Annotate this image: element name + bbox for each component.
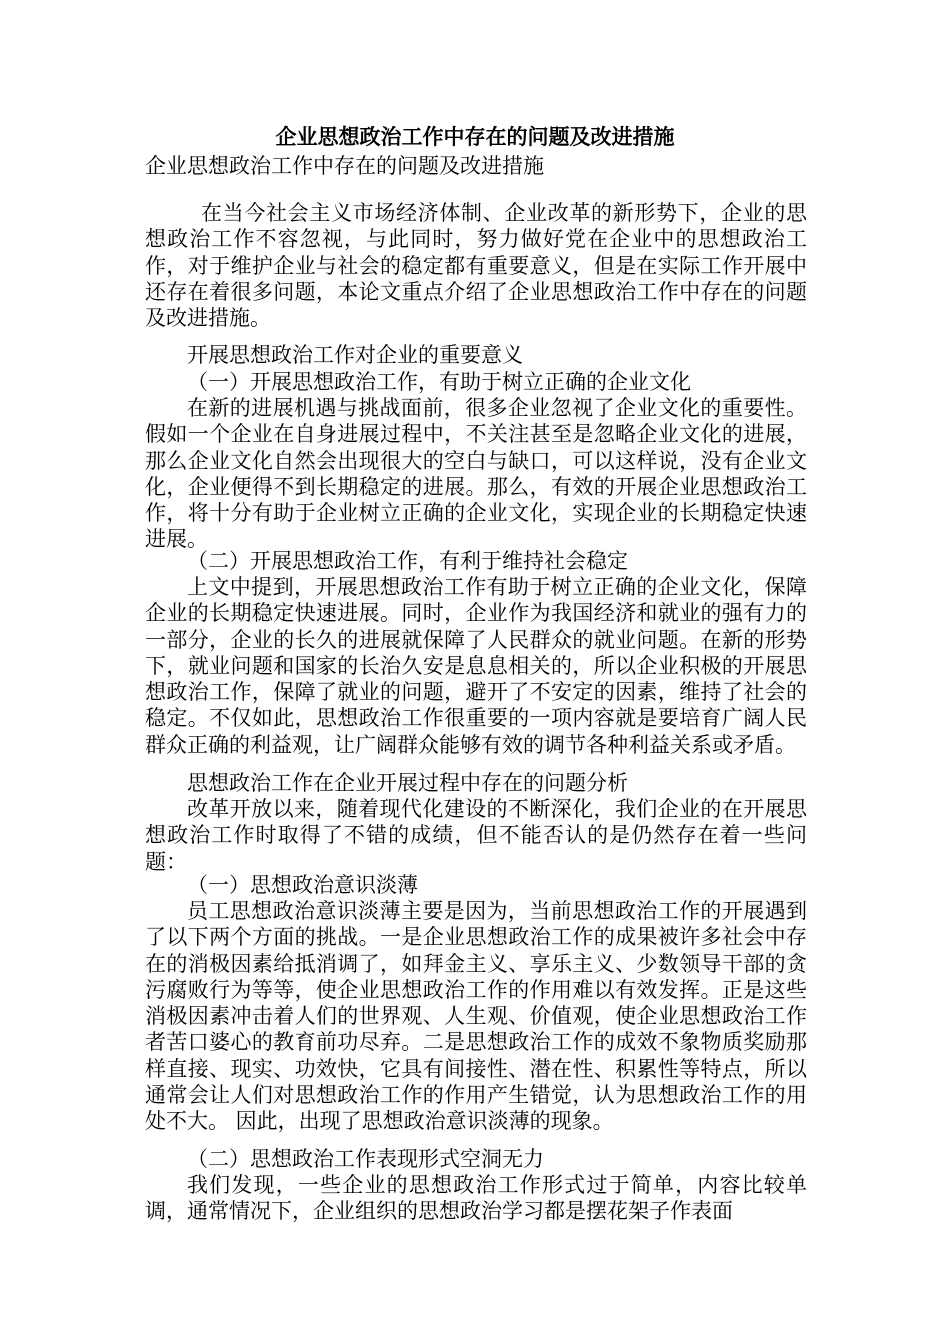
subheading-corporate-culture: （一）开展思想政治工作，有助于树立正确的企业文化 (187, 370, 691, 394)
paragraph-hollow-form: 我们发现，一些企业的思想政治工作形式过于简单，内容比较单调，通常情况下，企业组织的思想政治学习都是摆花架子作表面 (145, 1173, 807, 1224)
document-subtitle: 企业思想政治工作中存在的问题及改进措施 (145, 154, 544, 178)
section-heading-importance: 开展思想政治工作对企业的重要意义 (187, 343, 523, 367)
paragraph-problems-intro: 改革开放以来，随着现代化建设的不断深化，我们企业的在开展思想政治工作时取得了不错的成绩，但不能否认的是仍然存在着一些问题： (145, 797, 807, 874)
paragraph-corporate-culture: 在新的进展机遇与挑战面前，很多企业忽视了企业文化的重要性。假如一个企业在自身进展过程中，不关注甚至是忽略企业文化的进展，那么企业文化自然会出现很大的空白与缺口，可以这样说，没有企业文化，企业便得不到长期稳定的进展。那么，有效的开展企业思想政治工作，将十分有助于企业树立正确的企业文化，实现企业的长期稳定快速进展。 (145, 396, 807, 552)
document-title: 企业思想政治工作中存在的问题及改进措施 (275, 124, 675, 149)
subheading-social-stability: （二）开展思想政治工作，有利于维持社会稳定 (187, 549, 628, 573)
paragraph-social-stability: 上文中提到，开展思想政治工作有助于树立正确的企业文化，保障企业的长期稳定快速进展。同时，企业作为我国经济和就业的强有力的一部分，企业的长久的进展就保障了人民群众的就业问题。在新的形势下，就业问题和国家的长治久安是息息相关的，所以企业积极的开展思想政治工作，保障了就业的问题，避开了不安定的因素，维持了社会的稳定。不仅如此，思想政治工作很重要的一项内容就是要培育广阔人民群众正确的利益观，让广阔群众能够有效的调节各种利益关系或矛盾。 (145, 575, 807, 757)
subheading-hollow-form: （二）思想政治工作表现形式空洞无力 (187, 1147, 544, 1171)
intro-paragraph: 在当今社会主义市场经济体制、企业改革的新形势下，企业的思想政治工作不容忽视，与此同时，努力做好党在企业中的思想政治工作，对于维护企业与社会的稳定都有重要意义，但是在实际工作开展中还存在着很多问题，本论文重点介绍了企业思想政治工作中存在的问题及改进措施。 (145, 201, 807, 331)
paragraph-weak-awareness: 员工思想政治意识淡薄主要是因为，当前思想政治工作的开展遇到了以下两个方面的挑战。一是企业思想政治工作的成果被许多社会中存在的消极因素给抵消调了，如拜金主义、享乐主义、少数领导干部的贪污腐败行为等等，使企业思想政治工作的作用难以有效发挥。正是这些消极因素冲击着人们的世界观、人生观、价值观，使企业思想政治工作者苦口婆心的教育前功尽弃。二是思想政治工作的成效不象物质奖励那样直接、现实、功效快，它具有间接性、潜在性、积累性等特点，所以通常会让人们对思想政治工作的作用产生错觉，认为思想政治工作的用处不大。 因此，出现了思想政治意识淡薄的现象。 (145, 899, 807, 1134)
subheading-weak-awareness: （一）思想政治意识淡薄 (187, 873, 418, 897)
section-heading-problems: 思想政治工作在企业开展过程中存在的问题分析 (187, 771, 628, 795)
